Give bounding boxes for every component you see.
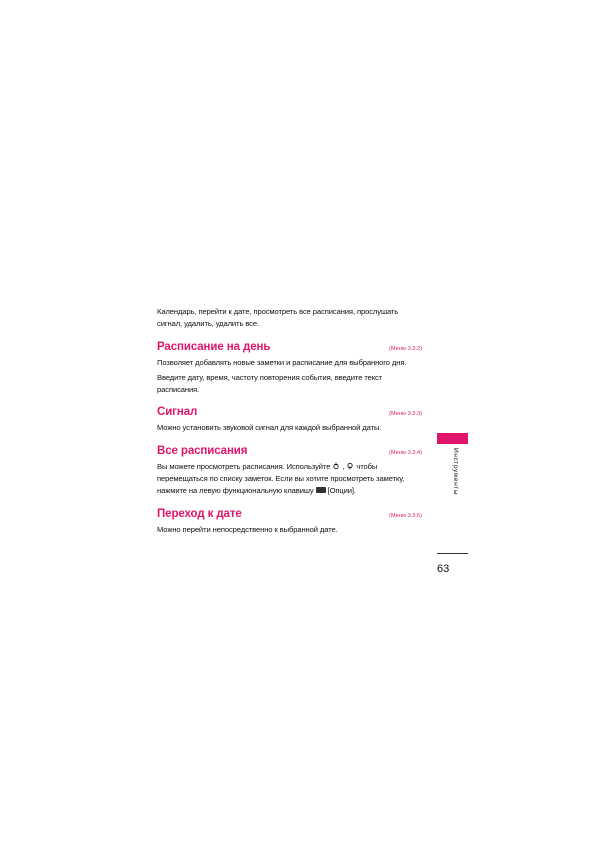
paragraph: Можно установить звуковой сигнал для каждой выбранной даты. bbox=[157, 423, 382, 433]
section-title: Расписание на день bbox=[157, 340, 271, 353]
paragraph: Позволяет добавлять новые заметки и расписание для выбранного дня. bbox=[157, 357, 407, 367]
paragraph: Введите дату, время, частоту повторения события, введите текст расписания. bbox=[157, 372, 383, 395]
chapter-tab-marker bbox=[437, 433, 468, 444]
section-header bbox=[157, 508, 422, 520]
section-all-schedules bbox=[157, 445, 422, 498]
section-header bbox=[157, 406, 422, 418]
section-header bbox=[157, 445, 422, 457]
paragraph-text: [Опции]. bbox=[327, 486, 356, 496]
menu-reference: (Меню 3.3.2) bbox=[389, 345, 422, 352]
paragraph-text: чтобы перемещаться по списку заметок. Если вы хотите просмотреть заметку, нажмите на левую функциональную клавишу bbox=[157, 461, 405, 496]
page-content bbox=[157, 306, 422, 536]
paragraph bbox=[157, 461, 422, 498]
footer-rule bbox=[437, 553, 468, 554]
paragraph-text: Вы можете просмотреть расписания. Используйте bbox=[157, 461, 331, 471]
nav-down-key-icon bbox=[332, 462, 340, 470]
section-title: Все расписания bbox=[157, 444, 248, 457]
section-go-to-date bbox=[157, 508, 422, 536]
section-header bbox=[157, 341, 422, 353]
left-soft-key-icon bbox=[316, 487, 326, 493]
intro-text: Календарь, перейти к дате, просмотреть все расписания, прослушать сигнал, удалить, удалить все. bbox=[157, 307, 399, 329]
menu-reference: (Меню 3.3.5) bbox=[389, 512, 422, 519]
menu-reference: (Меню 3.3.4) bbox=[389, 449, 422, 456]
nav-up-key-icon bbox=[346, 462, 354, 470]
chapter-label: Инструменты bbox=[452, 448, 459, 496]
paragraph: Можно перейти непосредственно к выбранной дате. bbox=[157, 524, 338, 534]
menu-reference: (Меню 3.3.3) bbox=[389, 411, 422, 418]
section-title: Переход к дате bbox=[157, 507, 242, 520]
section-daily-schedule bbox=[157, 341, 422, 397]
section-title: Сигнал bbox=[157, 406, 198, 419]
paragraph-text: , bbox=[342, 461, 345, 471]
page-number: 63 bbox=[437, 563, 450, 575]
section-alarm bbox=[157, 406, 422, 434]
